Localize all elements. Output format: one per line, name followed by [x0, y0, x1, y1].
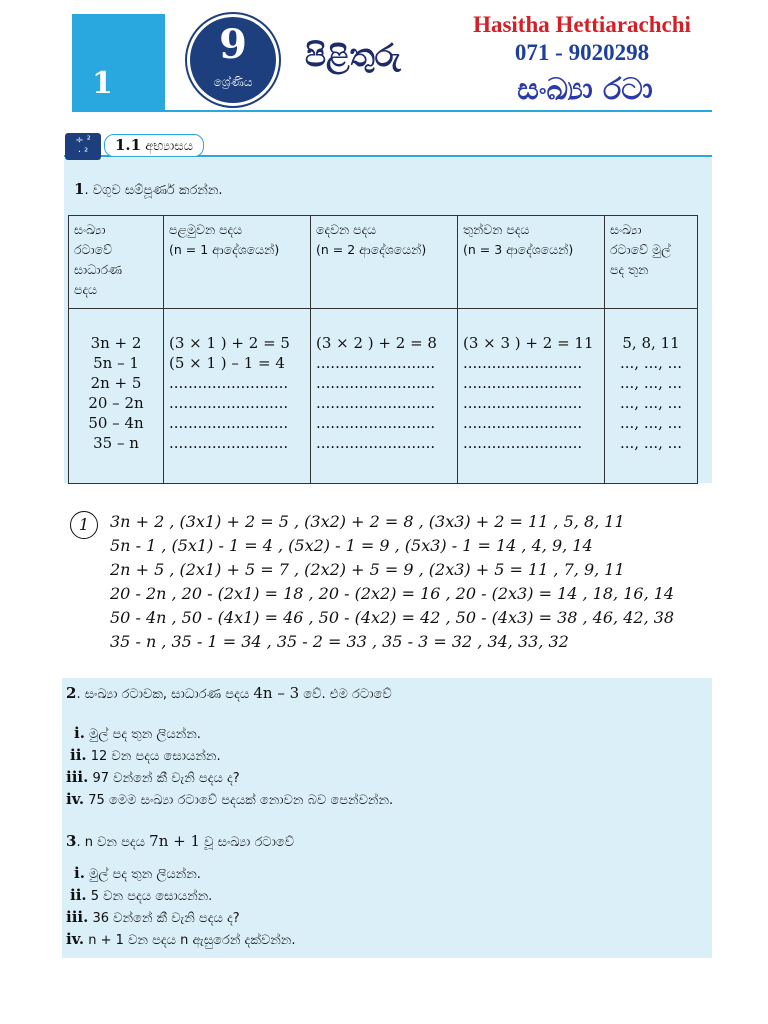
general-term-cell: 3n + 2 5n – 1 2n + 5 20 – 2n 50 – 4n 35 – n	[69, 309, 164, 484]
math-operations-icon: ÷ ² · ²	[65, 133, 101, 160]
grade-label: ශ්‍රේණිය	[213, 75, 253, 89]
question-2-item: ii. 12 වන පදය සොයන්න.	[70, 746, 221, 764]
header-second-term: දෙවන පදය (n = 2 ආදේශයෙන්)	[311, 216, 458, 309]
handwritten-line: 2n + 5 , (2x1) + 5 = 7 , (2x2) + 5 = 9 , (2x3) + 5 = 11 , 7, 9, 11	[110, 560, 625, 579]
third-term-cell: (3 × 3 ) + 2 = 11 ......................... ......................... ......................... ......................... .........................	[458, 309, 605, 484]
question-2-item: iv. 75 මෙම සංඛ්‍යා රටාවේ පදයක් නොවන බව පෙන්වන්න.	[66, 790, 394, 808]
question-2-item: i. මුල් පද තුන ලියන්න.	[74, 724, 201, 742]
header-divider	[72, 110, 712, 112]
question-3-item: i. මුල් පද තුන ලියන්න.	[74, 864, 201, 882]
exercise-tag	[104, 134, 204, 157]
question-3: 3. n වන පදය 7n + 1 වූ සංඛ්‍යා රටාවේ	[66, 832, 295, 850]
pattern-table	[68, 215, 698, 484]
question-2: 2. සංඛ්‍යා රටාවක, සාධාරණ පදය 4n – 3 වේ. එම රටාවේ	[66, 684, 392, 702]
question-2-expression: 4n – 3	[253, 684, 300, 702]
table-header-row	[69, 216, 698, 309]
second-term-cell: (3 × 2 ) + 2 = 8 ......................... ......................... ......................... ......................... .........................	[311, 309, 458, 484]
question-1	[74, 180, 223, 198]
header-general-term: සංඛ්‍යා රටාවේ සාධාරණ පදය	[69, 216, 164, 309]
author-name: Hasitha Hettiarachchi	[473, 12, 691, 37]
first-three-terms-cell: 5, 8, 11 ..., ..., ... ..., ..., ... ..., ..., ... ..., ..., ... ..., ..., ...	[605, 309, 698, 484]
unit-number: 1	[92, 66, 113, 101]
unit-box	[72, 14, 165, 111]
question-3-expression: 7n + 1	[149, 832, 201, 850]
exercise-number: 1.1	[115, 136, 142, 154]
question-2-item: iii. 97 වන්නේ කී වැනි පදය ද?	[66, 768, 240, 786]
handwritten-line: 50 - 4n , 50 - (4x1) = 46 , 50 - (4x2) = 42 , 50 - (4x3) = 38 , 46, 42, 38	[110, 608, 675, 627]
handwritten-line: 5n - 1 , (5x1) - 1 = 4 , (5x2) - 1 = 9 , (5x3) - 1 = 14 , 4, 9, 14	[110, 536, 593, 555]
question-3-item: iv. n + 1 වන පදය n ඇසුරෙන් දක්වන්න.	[66, 930, 296, 948]
header-first-term: පළමුවන පදය (n = 1 ආදේශයෙන්)	[164, 216, 311, 309]
topic-title: සංඛ්‍යා රටා	[517, 72, 653, 107]
header-first-three-terms: සංඛ්‍යා රටාවේ මුල් පද තුන	[605, 216, 698, 309]
handwritten-line: 3n + 2 , (3x1) + 2 = 5 , (3x2) + 2 = 8 , (3x3) + 2 = 11 , 5, 8, 11	[110, 512, 625, 531]
page-title: පිළිතුරු	[305, 38, 401, 74]
question-1-text: . වගුව සම්පූර්ණ කරන්න.	[84, 183, 223, 198]
question-1-number: 1	[74, 180, 85, 198]
handwritten-line: 35 - n , 35 - 1 = 34 , 35 - 2 = 33 , 35 - 3 = 32 , 34, 33, 32	[110, 632, 569, 651]
question-3-item: iii. 36 වන්නේ කී වැනි පදය ද?	[66, 908, 240, 926]
handwritten-line: 20 - 2n , 20 - (2x1) = 18 , 20 - (2x2) = 16 , 20 - (2x3) = 14 , 18, 16, 14	[110, 584, 675, 603]
grade-number: 9	[219, 21, 247, 68]
grade-badge	[187, 14, 279, 106]
exercise-label: අභ්‍යාසය	[145, 139, 193, 154]
table-row	[69, 309, 698, 484]
handwritten-answer-marker: 1	[70, 511, 98, 539]
header-third-term: තුන්වන පදය (n = 3 ආදේශයෙන්)	[458, 216, 605, 309]
author-phone: 071 - 9020298	[514, 40, 650, 65]
question-3-item: ii. 5 වන පදය සොයන්න.	[70, 886, 213, 904]
first-term-cell: (3 × 1 ) + 2 = 5 (5 × 1 ) – 1 = 4 ......................... ......................... ......................... .........................	[164, 309, 311, 484]
